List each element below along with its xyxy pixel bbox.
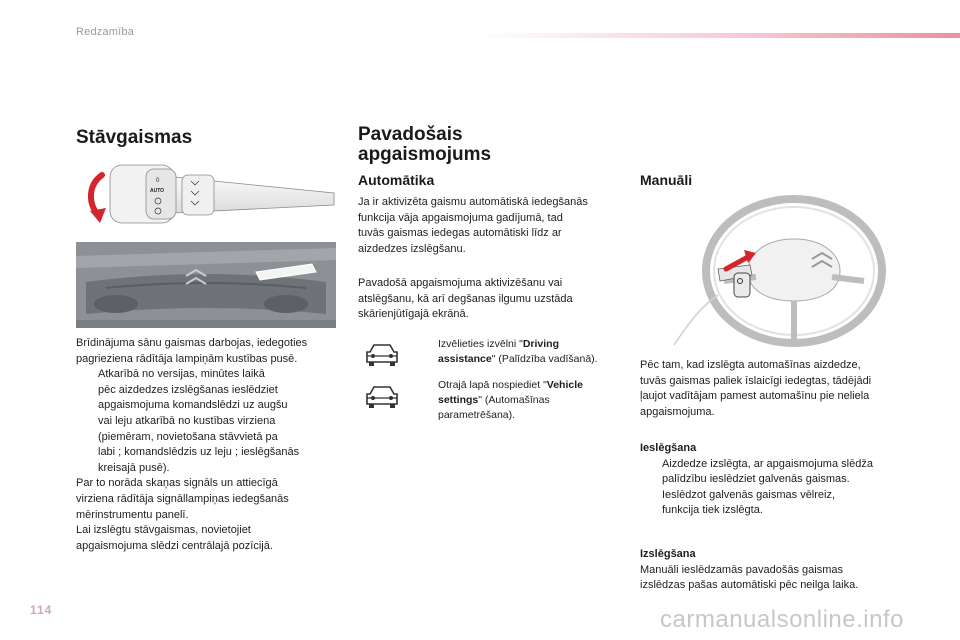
outro-line-1: Par to norāda skaņas signāls un attiecīgā <box>76 477 278 490</box>
auto-p2-line-3: skārienjūtīgajā ekrānā. <box>358 308 469 321</box>
outro-line-4: Lai izslēgtu stāvgaismas, novietojiet <box>76 524 251 537</box>
heading-manual: Manuāli <box>640 172 693 188</box>
step-1-line-2: assistance" (Palīdzība vadīšanā). <box>438 353 598 365</box>
car-settings-icon-2 <box>364 384 400 415</box>
car-front-svg <box>76 242 336 328</box>
standing-lights-text <box>76 336 346 554</box>
bullet-line-7: kreisajā pusē). <box>98 461 170 474</box>
switch-off-section <box>640 547 930 594</box>
bullet-line-6: labi ; komandslēdzis uz leju ; ieslēgšanās <box>98 446 300 459</box>
auto-p1-line-2: funkcija vāja apgaismojuma gadījumā, tad <box>358 211 563 224</box>
heading-automatic: Automātika <box>358 172 435 188</box>
switch-off-line-1: Manuāli ieslēdzamās pavadošās gaismas <box>640 563 843 576</box>
step-1-text <box>416 337 626 367</box>
steering-wheel-illustration <box>664 195 896 353</box>
light-stalk-illustration <box>76 155 336 230</box>
switch-off-heading: Izslēgšana <box>640 548 696 560</box>
outro-line-5: apgaismojuma slēdzi centrālajā pozīcijā. <box>76 539 273 552</box>
outro-line-2: virziena rādītāja signāllampiņas iedegšanās <box>76 492 289 505</box>
manual-p1-line-2: tuvās gaismas paliek īslaicīgi iedegtas, tādējādi <box>640 374 872 387</box>
bullet-line-1: Atkarībā no versijas, minūtes laikā <box>98 368 265 381</box>
auto-p1-line-4: aizdedzes izslēgšanu. <box>358 242 466 255</box>
manual-para-1 <box>640 358 930 420</box>
outro-line-3: mērinstrumentu panelī. <box>76 508 189 521</box>
auto-p1-line-3: tuvās gaismas iedegas automātiski līdz ar <box>358 227 562 240</box>
automatic-para-1 <box>358 195 628 257</box>
car-settings-icon <box>364 342 400 373</box>
car-icon <box>364 384 400 410</box>
step-2-line-3: parametrēšana). <box>438 409 516 421</box>
step-2-line-2: settings" (Automašīnas <box>438 394 550 406</box>
stalk-label-auto: AUTO <box>150 188 165 194</box>
manual-p1-line-3: ļaujot vadītājam pamest automašīnu pie neliela <box>640 390 870 403</box>
heading-guide-line-2: apgaismojums <box>358 144 492 165</box>
car-icon <box>364 342 400 368</box>
auto-p1-line-1: Ja ir aktivizēta gaismu automātiskā iedegšanās <box>358 196 588 208</box>
step-2-text <box>416 378 626 423</box>
switch-on-item-2-line-2: funkcija tiek izslēgta. <box>662 504 763 517</box>
bullet-line-3: apgaismojuma komandslēdzi uz augšu <box>98 399 288 412</box>
heading-standing-lights: Stāvgaismas <box>76 127 193 148</box>
automatic-para-2 <box>358 276 628 323</box>
switch-off-line-2: izslēdzas pašas automātiski pēc neilga laika. <box>640 579 859 592</box>
intro-line-1: Brīdinājuma sānu gaismas darbojas, iedegoties <box>76 337 308 349</box>
stalk-label-zero: 0 <box>156 178 160 184</box>
auto-p2-line-2: atslēgšanu, kā arī degšanas ilgumu uzstāda <box>358 292 573 305</box>
manual-p1-line-4: apgaismojuma. <box>640 405 715 418</box>
auto-p2-line-1: Pavadošā apgaismojuma aktivizēšanu vai <box>358 277 563 289</box>
switch-on-item-1-line-1: Aizdedze izslēgta, ar apgaismojuma slēdža <box>662 457 873 470</box>
intro-line-2: pagrieziena rādītāja lampiņām kustības pusē. <box>76 352 298 365</box>
step-1-line-1: Izvēlieties izvēlni "Driving <box>438 338 560 350</box>
down-arrow-icon <box>91 175 102 215</box>
switch-on-item-1-line-2: palīdzību ieslēdziet galvenās gaismas. <box>662 473 850 486</box>
steering-wheel-svg <box>664 195 896 353</box>
heading-guide-lighting <box>358 125 558 165</box>
watermark: carmanualsonline.info <box>660 606 904 633</box>
header-gradient-bar <box>478 33 960 38</box>
manual-p1-line-1: Pēc tam, kad izslēgta automašīnas aizdedze, <box>640 359 861 371</box>
bullet-line-5: (piemēram, novietošana stāvvietā pa <box>98 430 278 443</box>
switch-on-item-2-line-1: Ieslēdzot galvenās gaismas vēlreiz, <box>662 488 836 501</box>
page-number: 114 <box>30 603 53 617</box>
stalk-svg <box>76 155 336 230</box>
step-2-line-1: Otrajā lapā nospiediet "Vehicle <box>438 379 583 391</box>
section-label: Redzamība <box>76 26 135 38</box>
car-front-photo <box>76 242 336 328</box>
bullet-line-2: pēc aizdedzes izslēgšanas ieslēdziet <box>98 383 278 396</box>
heading-guide-line-1: Pavadošais <box>358 124 463 145</box>
bullet-line-4: vai leju atkarībā no kustības virziena <box>98 414 276 427</box>
switch-on-heading: Ieslēgšana <box>640 442 697 454</box>
switch-on-section <box>640 441 930 519</box>
